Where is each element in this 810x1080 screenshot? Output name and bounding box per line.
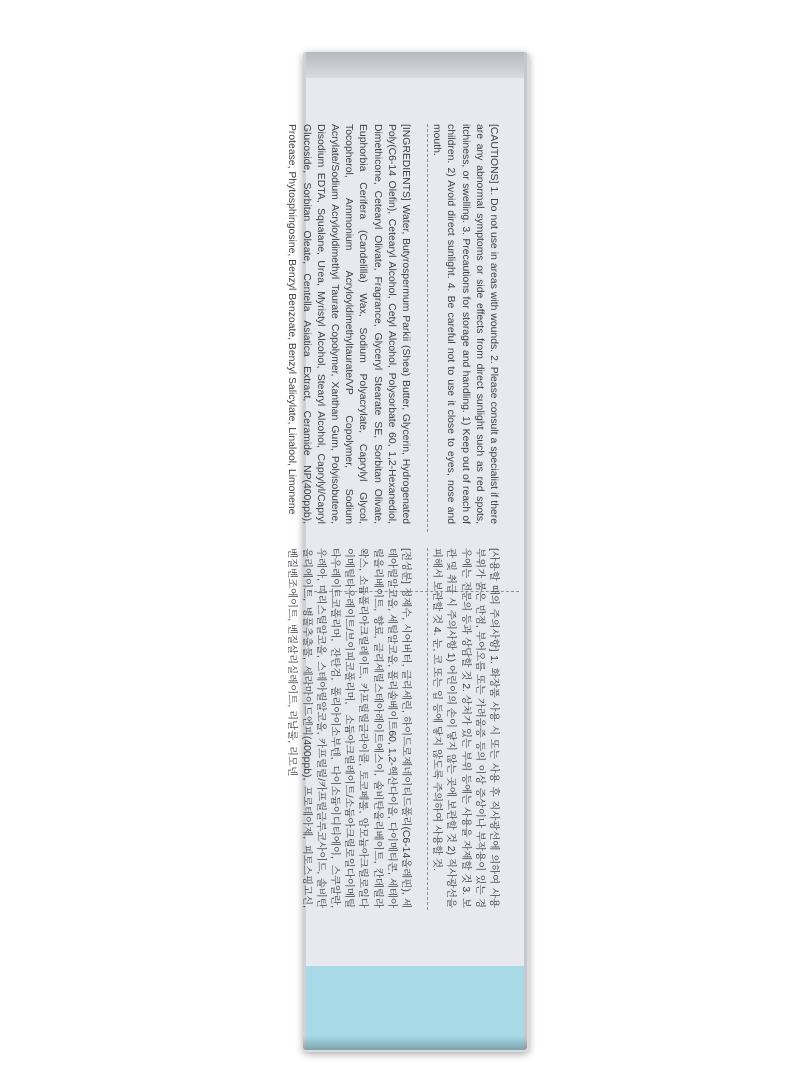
box-bottom-shade	[303, 1036, 527, 1050]
korean-cautions-text: [사용할 때의 주의사항] 1. 화장품 사용 시 또는 사용 후 직사광선에 의하여 사용부위가 붉은 반점, 부어오름 또는 가려움증 등의 이상 증상이나 부작용이 있는 경우에는 전문의 등과 상담할 것 2. 상처가 있는 부위 등에는 사용을 자제할 것 3. 보관 및 취급 시 주의사항 1) 어린이의 손이 닿지 않는 곳에 보관할 것 2) 직사광선을 피해서 보관할 것 4. 눈, 코 또는 입 등에 닿지 않도록 주의하여 사용할 것.	[431, 548, 499, 909]
english-cautions-text: [CAUTIONS] 1. Do not use in areas with wounds. 2. Please consult a specialist if there are any abnormal symptoms or side effects from direct sunlight such as red spots, itchiness, or swelling. 3. Precautions for storage and handling. 1) Keep out of reach of children. 2) Avoid direct sunlight. 4. Be careful not to use it close to eyes, nose and mouth.	[431, 124, 499, 524]
english-ingredients-text: [INGREDIENTS] Water, Butyrospermum Parkii (Shea) Butter, Glycerin, Hydrogenated Poly(C6-14 Olefin), Cetearyl Alcohol, Cetyl Alcohol, Polysorbate 60, 1,2-Hexanediol, Dimethicone, Cetearyl Olivate, Fragrance, Glyceryl Stearate SE, Sorbitan Olivate, Euphorbia Cerifera (Candelilla) Wax, Sodium Polyacrylate, Caprylyl Glycol, Tocopherol, Ammonium Acryloyldimethyltaurate/VP Copolymer, Sodium Acrylate/Sodium Acryloyldimethyl Taurate Copolymer, Xanthan Gum, Polyisobutene, Disodium EDTA, Squalane, Urea, Myristyl Alcohol, Stearyl Alcohol, Caprylyl/Capryl Glucoside, Sorbitan Oleate, Centella Asiatica Extract, Ceramide NP(400ppb), Protease, Phytosphingosine, Benzyl Benzoate, Benzyl Salicylate, Linalool, Limonene	[286, 124, 411, 524]
korean-column-separator	[427, 548, 428, 910]
box-top-flap	[303, 52, 527, 78]
english-column-separator	[427, 124, 428, 532]
box-right-edge	[524, 52, 527, 1050]
korean-ingredients-text: [전성분] 정제수, 시어버터, 글리세린, 하이드로제네이티드폴리(C6-14올레핀), 세테아릴알코올, 세틸알코올, 폴리솔베이트60, 1,2-헥산다이올, 다이메티콘, 세테아릴올리베이트, 향료, 글리세릴스테아레이트에스이, 솔비탄올리베이트, 칸데릴라왁스, 소듐폴리아크릴레이트, 카프릴릴글라이콜, 토코페롤, 암모늄아크릴로일다이메틸타우레이트/브이피코폴리머, 소듐아크릴레이트/소듐아크릴로일다이메틸타우레이트코폴리머, 잔탄검, 폴리아이소부텐, 다이소듐이디티에이, 스쿠알란, 우레아, 미리스틸알코올, 스테아릴알코올, 카프릴릴/카프릴글루코사이드, 솔비탄올리에이트, 병풀추출물, 세라마이드엔피(400ppb), 프로테아제, 피토스핑고신, 벤질벤조에이트, 벤질살리실레이트, 리날룰, 리모넨	[286, 548, 411, 908]
